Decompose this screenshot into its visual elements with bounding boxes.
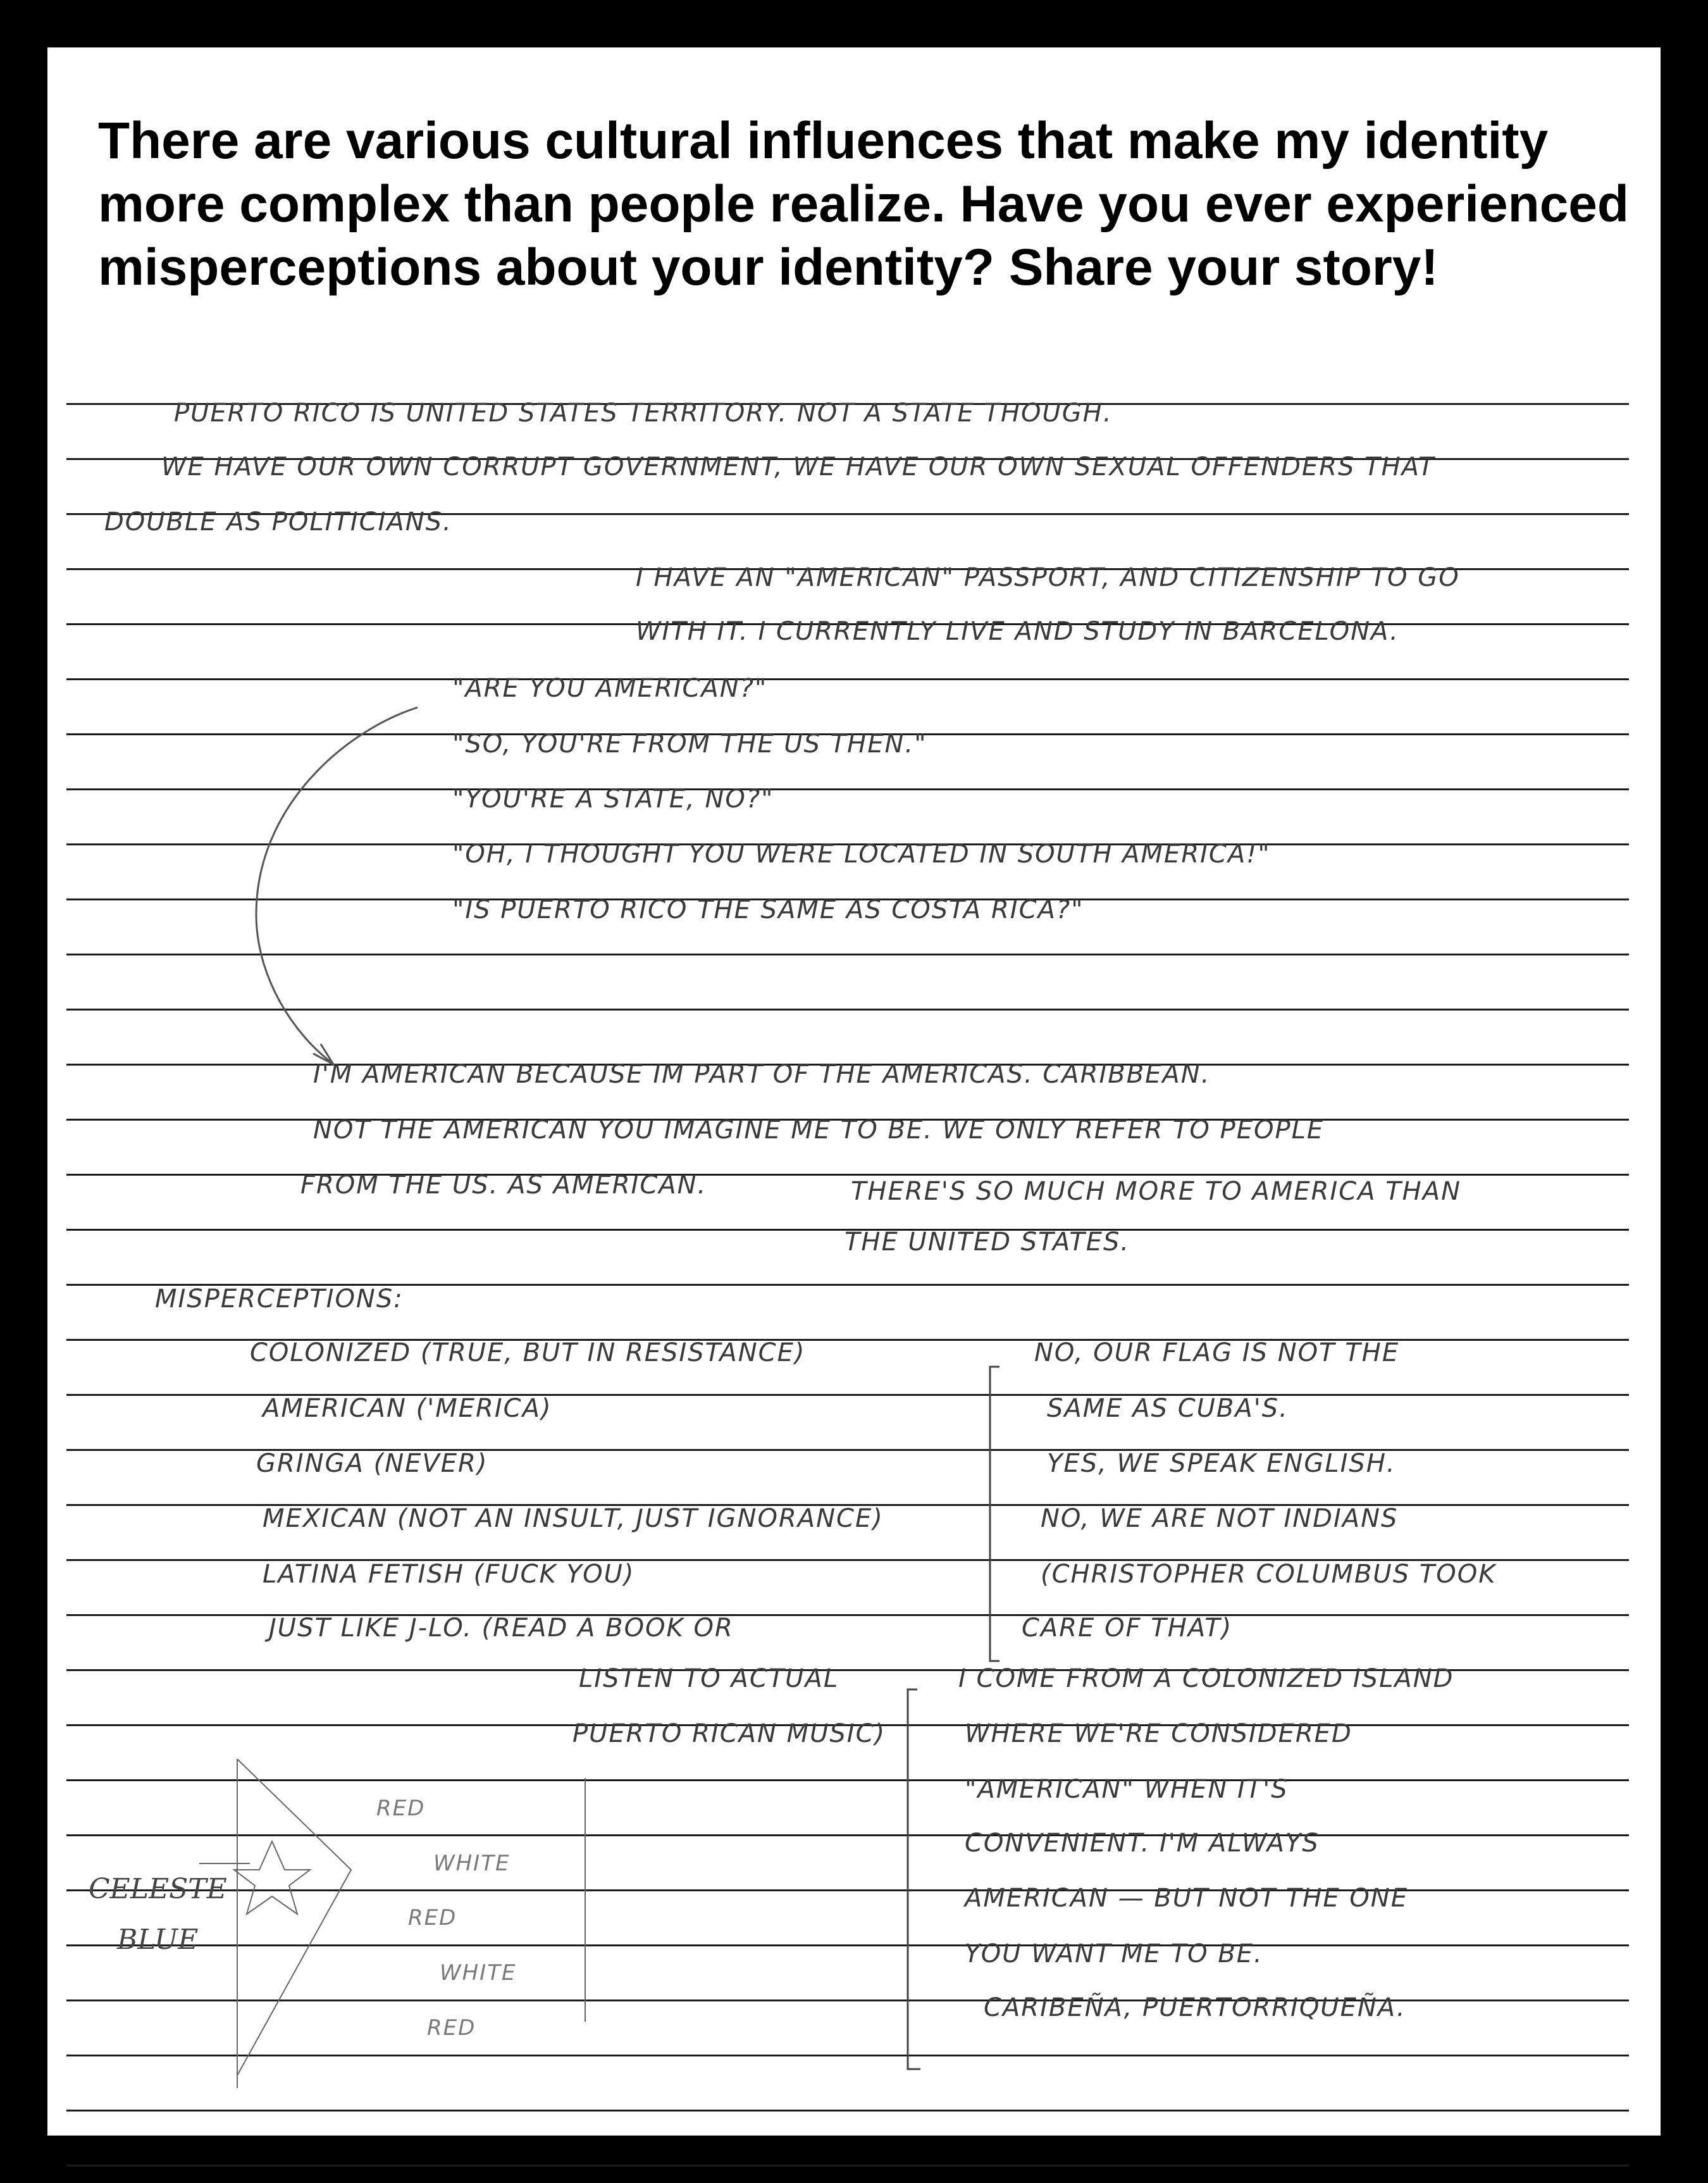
- ruled-line: [66, 2165, 1629, 2167]
- flag-stripe-label: RED: [427, 2015, 476, 2041]
- handwritten-line: I'M AMERICAN BECAUSE IM PART OF THE AMERICAS. CARIBBEAN.: [313, 1060, 1211, 1089]
- handwritten-line: (CHRISTOPHER COLUMBUS TOOK: [1041, 1560, 1497, 1589]
- handwritten-line: WITH IT. I CURRENTLY LIVE AND STUDY IN BARCELONA.: [636, 617, 1399, 646]
- flag-stripe-label: RED: [376, 1796, 426, 1821]
- curved-arrow: [256, 707, 418, 1063]
- handwritten-line: "SO, YOU'RE FROM THE US THEN.": [452, 730, 927, 759]
- handwritten-line: NOT THE AMERICAN YOU IMAGINE ME TO BE. WE ONLY REFER TO PEOPLE: [313, 1116, 1325, 1145]
- handwritten-line: MEXICAN (NOT AN INSULT, JUST IGNORANCE): [263, 1504, 884, 1533]
- sketch-layer: [47, 47, 1661, 2136]
- lower-bracket: [908, 1689, 920, 2069]
- handwritten-line: "OH, I THOUGHT YOU WERE LOCATED IN SOUTH AMERICA!": [452, 840, 1271, 869]
- handwritten-line: "IS PUERTO RICO THE SAME AS COSTA RICA?": [452, 895, 1084, 924]
- handwritten-line: CARE OF THAT): [1022, 1614, 1233, 1643]
- handwritten-line: CONVENIENT. I'M ALWAYS: [965, 1829, 1320, 1858]
- handwritten-line: FROM THE US. AS AMERICAN.: [300, 1171, 707, 1200]
- prompt-heading: There are various cultural influences that make my identity more complex than people realize. Have you ever experienced misperceptions about your identity? Share your story!: [98, 112, 1630, 296]
- handwritten-line: "YOU'RE A STATE, NO?": [452, 785, 774, 814]
- handwritten-line: THE UNITED STATES.: [845, 1228, 1130, 1257]
- handwritten-line: I HAVE AN "AMERICAN" PASSPORT, AND CITIZENSHIP TO GO: [636, 563, 1460, 592]
- celeste-blue-label: CELESTE: [89, 1873, 227, 1905]
- handwritten-line: PUERTO RICO IS UNITED STATES TERRITORY. NOT A STATE THOUGH.: [174, 399, 1113, 428]
- handwritten-line: YOU WANT ME TO BE.: [965, 1939, 1263, 1968]
- handwritten-line: COLONIZED (TRUE, BUT IN RESISTANCE): [250, 1338, 806, 1367]
- handwritten-line: CARIBEÑA, PUERTORRIQUEÑA.: [984, 1993, 1406, 2022]
- flag-stripe-label: RED: [408, 1905, 457, 1931]
- handwritten-line: LISTEN TO ACTUAL: [579, 1664, 839, 1693]
- handwritten-line: AMERICAN ('MERICA): [263, 1394, 552, 1423]
- handwritten-line: AMERICAN — BUT NOT THE ONE: [965, 1884, 1408, 1913]
- celeste-blue-label: BLUE: [117, 1924, 199, 1956]
- handwritten-line: "AMERICAN" WHEN IT'S: [965, 1775, 1289, 1804]
- flag-stripe-label: WHITE: [433, 1851, 511, 1876]
- handwritten-line: MISPERCEPTIONS:: [155, 1284, 404, 1314]
- handwritten-line: WHERE WE'RE CONSIDERED: [965, 1719, 1352, 1748]
- worksheet-page: [47, 47, 1661, 2136]
- flag-stripe-label: WHITE: [440, 1960, 517, 1986]
- handwritten-line: WE HAVE OUR OWN CORRUPT GOVERNMENT, WE HAVE OUR OWN SEXUAL OFFENDERS THAT: [161, 452, 1435, 482]
- handwritten-line: YES, WE SPEAK ENGLISH.: [1047, 1449, 1396, 1478]
- handwritten-line: JUST LIKE J-LO. (READ A BOOK OR: [269, 1614, 734, 1643]
- handwritten-line: NO, WE ARE NOT INDIANS: [1041, 1504, 1399, 1533]
- handwritten-line: DOUBLE AS POLITICIANS.: [104, 507, 452, 537]
- handwritten-line: THERE'S SO MUCH MORE TO AMERICA THAN: [851, 1177, 1462, 1206]
- handwritten-line: PUERTO RICAN MUSIC): [572, 1719, 886, 1748]
- handwritten-line: LATINA FETISH (FUCK YOU): [263, 1560, 635, 1589]
- handwritten-line: NO, OUR FLAG IS NOT THE: [1034, 1338, 1400, 1367]
- handwritten-line: "ARE YOU AMERICAN?": [452, 674, 768, 703]
- handwritten-line: I COME FROM A COLONIZED ISLAND: [958, 1664, 1454, 1693]
- right-bracket: [990, 1367, 999, 1661]
- handwritten-line: SAME AS CUBA'S.: [1047, 1394, 1289, 1423]
- handwritten-line: GRINGA (NEVER): [256, 1449, 488, 1478]
